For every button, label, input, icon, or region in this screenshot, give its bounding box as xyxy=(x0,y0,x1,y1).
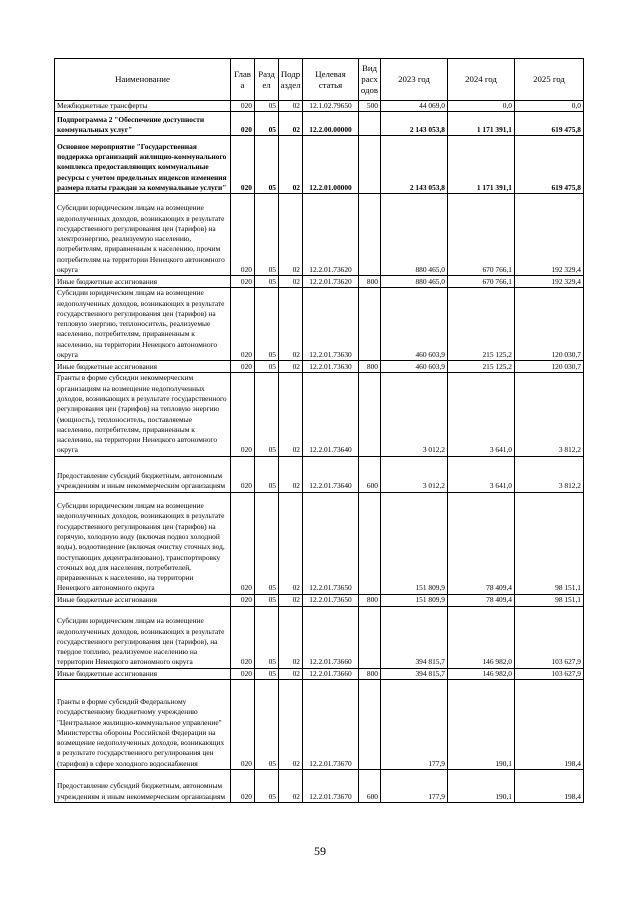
row-2024: 190,1 xyxy=(448,770,515,803)
row-vr xyxy=(359,373,381,456)
row-2024: 3 641,0 xyxy=(448,456,515,492)
row-glava: 020 xyxy=(231,276,255,288)
header-2025: 2025 год xyxy=(515,59,584,101)
header-glava: Глав а xyxy=(231,59,255,101)
row-razdel: 05 xyxy=(255,668,279,679)
row-razdel: 05 xyxy=(255,112,279,136)
row-2025: 198,4 xyxy=(515,770,584,803)
row-razdel: 05 xyxy=(255,456,279,492)
row-glava: 020 xyxy=(231,101,255,112)
row-2023: 2 143 053,8 xyxy=(381,136,448,194)
row-glava: 020 xyxy=(231,594,255,606)
row-2025: 192 329,4 xyxy=(515,276,584,288)
row-2025: 619 475,8 xyxy=(515,112,584,136)
row-name: Предоставление субсидий бюджетным, автономным учреждениям и иным некоммерческим организациям xyxy=(55,770,231,803)
row-2023: 151 809,9 xyxy=(381,492,448,594)
row-name: Иные бюджетные ассигнования xyxy=(55,361,231,373)
row-podrazdel: 02 xyxy=(279,456,303,492)
row-razdel: 05 xyxy=(255,770,279,803)
row-2023: 177,9 xyxy=(381,680,448,770)
row-name: Предоставление субсидий бюджетным, автономным учреждениям и иным некоммерческим организациям xyxy=(55,456,231,492)
row-podrazdel: 02 xyxy=(279,361,303,373)
row-csr: 12.2.01.73620 xyxy=(303,276,359,288)
row-2024: 3 641,0 xyxy=(448,373,515,456)
row-glava: 020 xyxy=(231,112,255,136)
header-name: Наименование xyxy=(55,59,231,101)
table-row xyxy=(55,112,584,136)
row-2024: 78 409,4 xyxy=(448,594,515,606)
row-2023: 177,9 xyxy=(381,770,448,803)
row-podrazdel: 02 xyxy=(279,276,303,288)
row-razdel: 05 xyxy=(255,492,279,594)
row-2023: 3 012,2 xyxy=(381,373,448,456)
table-row xyxy=(55,456,584,492)
row-glava: 020 xyxy=(231,770,255,803)
row-csr: 12.2.01.73660 xyxy=(303,668,359,679)
row-2024: 190,1 xyxy=(448,680,515,770)
row-2025: 103 627,9 xyxy=(515,668,584,679)
row-glava: 020 xyxy=(231,492,255,594)
row-2024: 215 125,2 xyxy=(448,288,515,361)
row-2025: 120 030,7 xyxy=(515,361,584,373)
row-csr: 12.1.02.79650 xyxy=(303,101,359,112)
row-podrazdel: 02 xyxy=(279,680,303,770)
row-csr: 12.2.01.73660 xyxy=(303,606,359,668)
row-2024: 215 125,2 xyxy=(448,361,515,373)
row-2025: 198,4 xyxy=(515,680,584,770)
row-vr: 800 xyxy=(359,594,381,606)
table-header-row xyxy=(55,59,584,101)
row-glava: 020 xyxy=(231,361,255,373)
table-row xyxy=(55,668,584,679)
table-row xyxy=(55,594,584,606)
table-row xyxy=(55,276,584,288)
row-podrazdel: 02 xyxy=(279,101,303,112)
row-vr xyxy=(359,680,381,770)
row-2024: 1 171 391,1 xyxy=(448,112,515,136)
row-glava: 020 xyxy=(231,680,255,770)
row-csr: 12.2.01.73630 xyxy=(303,361,359,373)
table-row xyxy=(55,373,584,456)
row-vr: 800 xyxy=(359,276,381,288)
row-glava: 020 xyxy=(231,373,255,456)
budget-table xyxy=(54,58,584,803)
row-name: Гранты в форме субсидий Федеральному государственному бюджетному учреждению "Центральное жилищно-коммунальное управление" Министерства обороны Российской Федерации на возмещение недополученных доходов, возникающих в результате государственного регулирования цен (тарифов) в сфере холодного водоснабжения xyxy=(55,680,231,770)
row-glava: 020 xyxy=(231,194,255,276)
header-csr: Целевая статья xyxy=(303,59,359,101)
row-2025: 98 151,1 xyxy=(515,594,584,606)
row-2025: 3 812,2 xyxy=(515,373,584,456)
row-2024: 146 982,0 xyxy=(448,668,515,679)
row-vr xyxy=(359,136,381,194)
row-2023: 44 069,0 xyxy=(381,101,448,112)
row-csr: 12.2.00.00000 xyxy=(303,112,359,136)
row-name: Гранты в форме субсидии некоммерческим организациям на возмещение недополученных доходов, возникающих в результате государственного регулирования цен (тарифов) на тепловую энергию (мощность), теплоноситель, поставляемые населению, потребителям, приравненным к населению, на территории Ненецкого автономного округа xyxy=(55,373,231,456)
row-csr: 12.2.01.73670 xyxy=(303,770,359,803)
row-vr: 600 xyxy=(359,456,381,492)
row-2023: 151 809,9 xyxy=(381,594,448,606)
row-vr xyxy=(359,492,381,594)
row-razdel: 05 xyxy=(255,361,279,373)
row-csr: 12.2.01.73650 xyxy=(303,492,359,594)
table-row xyxy=(55,288,584,361)
row-2023: 394 815,7 xyxy=(381,606,448,668)
row-vr xyxy=(359,112,381,136)
row-name: Иные бюджетные ассигнования xyxy=(55,668,231,679)
row-vr: 800 xyxy=(359,668,381,679)
row-name: Межбюджетные трансферты xyxy=(55,101,231,112)
row-glava: 020 xyxy=(231,288,255,361)
row-vr: 600 xyxy=(359,770,381,803)
row-csr: 12.2.01.73640 xyxy=(303,373,359,456)
row-name: Иные бюджетные ассигнования xyxy=(55,276,231,288)
row-glava: 020 xyxy=(231,136,255,194)
row-name: Основное мероприятие "Государственная поддержка организаций жилищно-коммунального комплекса предоставляющих коммунальные ресурсы с учетом предельных индексов изменения размера платы граждан за коммунальные услуги" xyxy=(55,136,231,194)
table-row xyxy=(55,194,584,276)
row-podrazdel: 02 xyxy=(279,668,303,679)
row-name: Подпрограмма 2 "Обеспечение доступности коммунальных услуг" xyxy=(55,112,231,136)
row-csr: 12.2.01.73640 xyxy=(303,456,359,492)
table-row xyxy=(55,770,584,803)
row-vr: 500 xyxy=(359,101,381,112)
row-csr: 12.2.01.73650 xyxy=(303,594,359,606)
row-razdel: 05 xyxy=(255,136,279,194)
page-number: 59 xyxy=(314,844,326,858)
row-2024: 146 982,0 xyxy=(448,606,515,668)
row-podrazdel: 02 xyxy=(279,770,303,803)
row-2023: 880 465,0 xyxy=(381,276,448,288)
row-podrazdel: 02 xyxy=(279,373,303,456)
row-2025: 98 151,1 xyxy=(515,492,584,594)
row-2024: 78 409,4 xyxy=(448,492,515,594)
row-2025: 120 030,7 xyxy=(515,288,584,361)
row-name: Иные бюджетные ассигнования xyxy=(55,594,231,606)
row-2023: 460 603,9 xyxy=(381,361,448,373)
row-podrazdel: 02 xyxy=(279,136,303,194)
table-row xyxy=(55,136,584,194)
table-row xyxy=(55,101,584,112)
row-2023: 2 143 053,8 xyxy=(381,112,448,136)
row-2023: 880 465,0 xyxy=(381,194,448,276)
row-podrazdel: 02 xyxy=(279,194,303,276)
row-2025: 192 329,4 xyxy=(515,194,584,276)
row-2025: 619 475,8 xyxy=(515,136,584,194)
row-razdel: 05 xyxy=(255,276,279,288)
row-2024: 1 171 391,1 xyxy=(448,136,515,194)
header-razdel: Разд ел xyxy=(255,59,279,101)
header-podrazdel: Подр аздел xyxy=(279,59,303,101)
row-name: Субсидии юридическим лицам на возмещение недополученных доходов, возникающих в результате государственного регулирования цен (тарифов), на твердое топливо, реализуемое населению на территории Ненецкого автономного округа xyxy=(55,606,231,668)
row-name: Субсидии юридическим лицам на возмещение недополученных доходов, возникающих в результате государственного регулирования цен (тарифов) на электроэнергию, реализуемую населению, потребителям, приравненным к населению, прочим потребителям на территории Ненецкого автономного округа xyxy=(55,194,231,276)
table-row xyxy=(55,361,584,373)
table-row xyxy=(55,492,584,594)
row-glava: 020 xyxy=(231,668,255,679)
row-name: Субсидии юридическим лицам на возмещение недополученных доходов, возникающих в результате государственного регулирования цен (тарифов) на горячую, холодную воду (включая подвоз холодной воды), водоотведение (включая очистку сточных вод, поступающих децентрализовано), транспортировку сточных вод для населения, потребителей, приравненных к населению, на территории Ненецкого автономного округа xyxy=(55,492,231,594)
row-vr xyxy=(359,288,381,361)
row-razdel: 05 xyxy=(255,373,279,456)
row-csr: 12.2.01.73670 xyxy=(303,680,359,770)
table-row xyxy=(55,606,584,668)
table-row xyxy=(55,680,584,770)
row-2023: 460 603,9 xyxy=(381,288,448,361)
row-2025: 3 812,2 xyxy=(515,456,584,492)
row-csr: 12.2.01.73630 xyxy=(303,288,359,361)
row-podrazdel: 02 xyxy=(279,288,303,361)
row-podrazdel: 02 xyxy=(279,112,303,136)
row-glava: 020 xyxy=(231,456,255,492)
row-vr xyxy=(359,194,381,276)
row-razdel: 05 xyxy=(255,680,279,770)
row-glava: 020 xyxy=(231,606,255,668)
row-2024: 0,0 xyxy=(448,101,515,112)
row-csr: 12.2.01.73620 xyxy=(303,194,359,276)
row-podrazdel: 02 xyxy=(279,606,303,668)
row-2025: 103 627,9 xyxy=(515,606,584,668)
header-2024: 2024 год xyxy=(448,59,515,101)
row-razdel: 05 xyxy=(255,606,279,668)
row-podrazdel: 02 xyxy=(279,492,303,594)
header-vr: Вид расх одов xyxy=(359,59,381,101)
row-razdel: 05 xyxy=(255,101,279,112)
row-razdel: 05 xyxy=(255,194,279,276)
row-2023: 3 012,2 xyxy=(381,456,448,492)
row-2023: 394 815,7 xyxy=(381,668,448,679)
row-razdel: 05 xyxy=(255,288,279,361)
row-csr: 12.2.01.00000 xyxy=(303,136,359,194)
row-2024: 670 766,1 xyxy=(448,194,515,276)
row-2025: 0,0 xyxy=(515,101,584,112)
row-podrazdel: 02 xyxy=(279,594,303,606)
row-name: Субсидии юридическим лицам на возмещение недополученных доходов, возникающих в результате государственного регулирования цен (тарифов) на тепловую энергию, теплоноситель, реализуемые населению, потребителям, приравненным к населению, на территории Ненецкого автономного округа xyxy=(55,288,231,361)
row-vr xyxy=(359,606,381,668)
header-2023: 2023 год xyxy=(381,59,448,101)
row-2024: 670 766,1 xyxy=(448,276,515,288)
row-vr: 800 xyxy=(359,361,381,373)
row-razdel: 05 xyxy=(255,594,279,606)
